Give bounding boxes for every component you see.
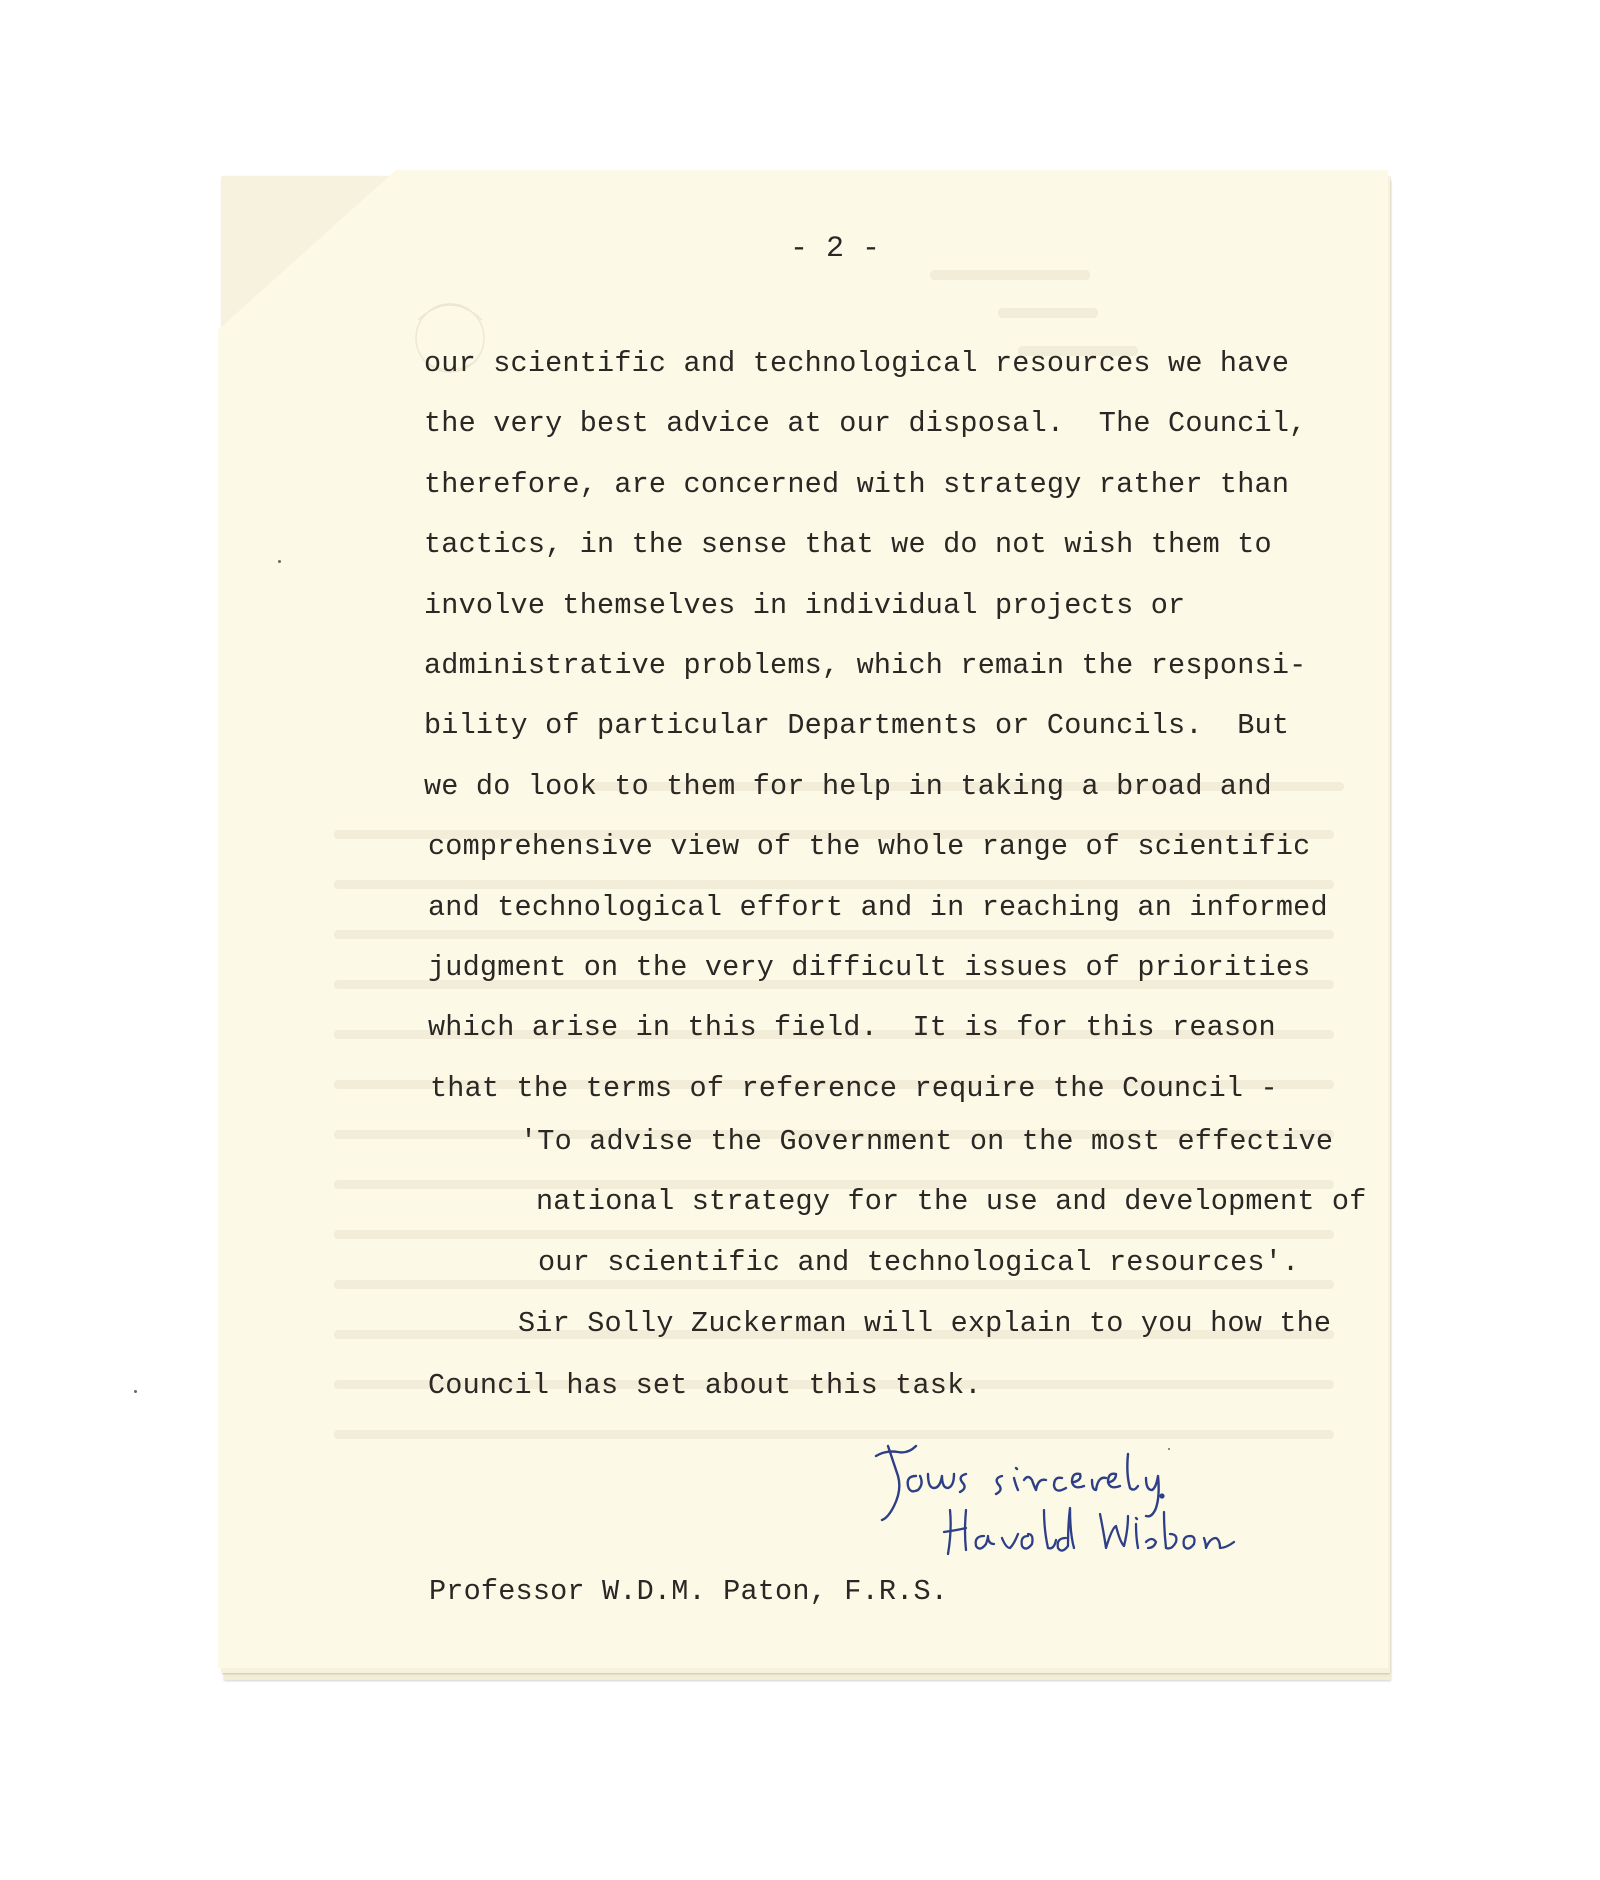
scan-speck	[134, 1390, 137, 1393]
body-line: the very best advice at our disposal. The Council,	[424, 407, 1307, 441]
body-line: bility of particular Departments or Councils. But	[424, 709, 1290, 743]
body-line: comprehensive view of the whole range of scientific	[428, 830, 1311, 864]
body-line: our scientific and technological resources we have	[424, 347, 1290, 380]
scan-speck	[278, 560, 281, 563]
page-number: - 2 -	[790, 232, 881, 266]
addressee: Professor W.D.M. Paton, F.R.S.	[429, 1575, 949, 1608]
quote-line: 'To advise the Government on the most effective	[520, 1125, 1334, 1158]
body-line: administrative problems, which remain the responsi-	[424, 649, 1307, 682]
body-line: which arise in this field. It is for this reason	[428, 1011, 1276, 1045]
body-line: therefore, are concerned with strategy rather than	[424, 467, 1290, 501]
scan-speck	[1168, 1448, 1170, 1450]
body-line: we do look to them for help in taking a broad and	[424, 769, 1272, 803]
body-line: involve themselves in individual projects or	[424, 588, 1186, 622]
quote-line: our scientific and technological resources'.	[538, 1245, 1300, 1279]
body-line: judgment on the very difficult issues of priorities	[428, 951, 1311, 984]
body-line: that the terms of reference require the Council -	[430, 1071, 1278, 1105]
quote-line: national strategy for the use and development of	[536, 1185, 1367, 1219]
body-line: and technological effort and in reaching an informed	[428, 890, 1328, 924]
body-line: tactics, in the sense that we do not wish them to	[424, 528, 1272, 562]
closing-line: Sir Solly Zuckerman will explain to you how the	[518, 1307, 1332, 1340]
closing-line: Council has set about this task.	[428, 1369, 982, 1402]
